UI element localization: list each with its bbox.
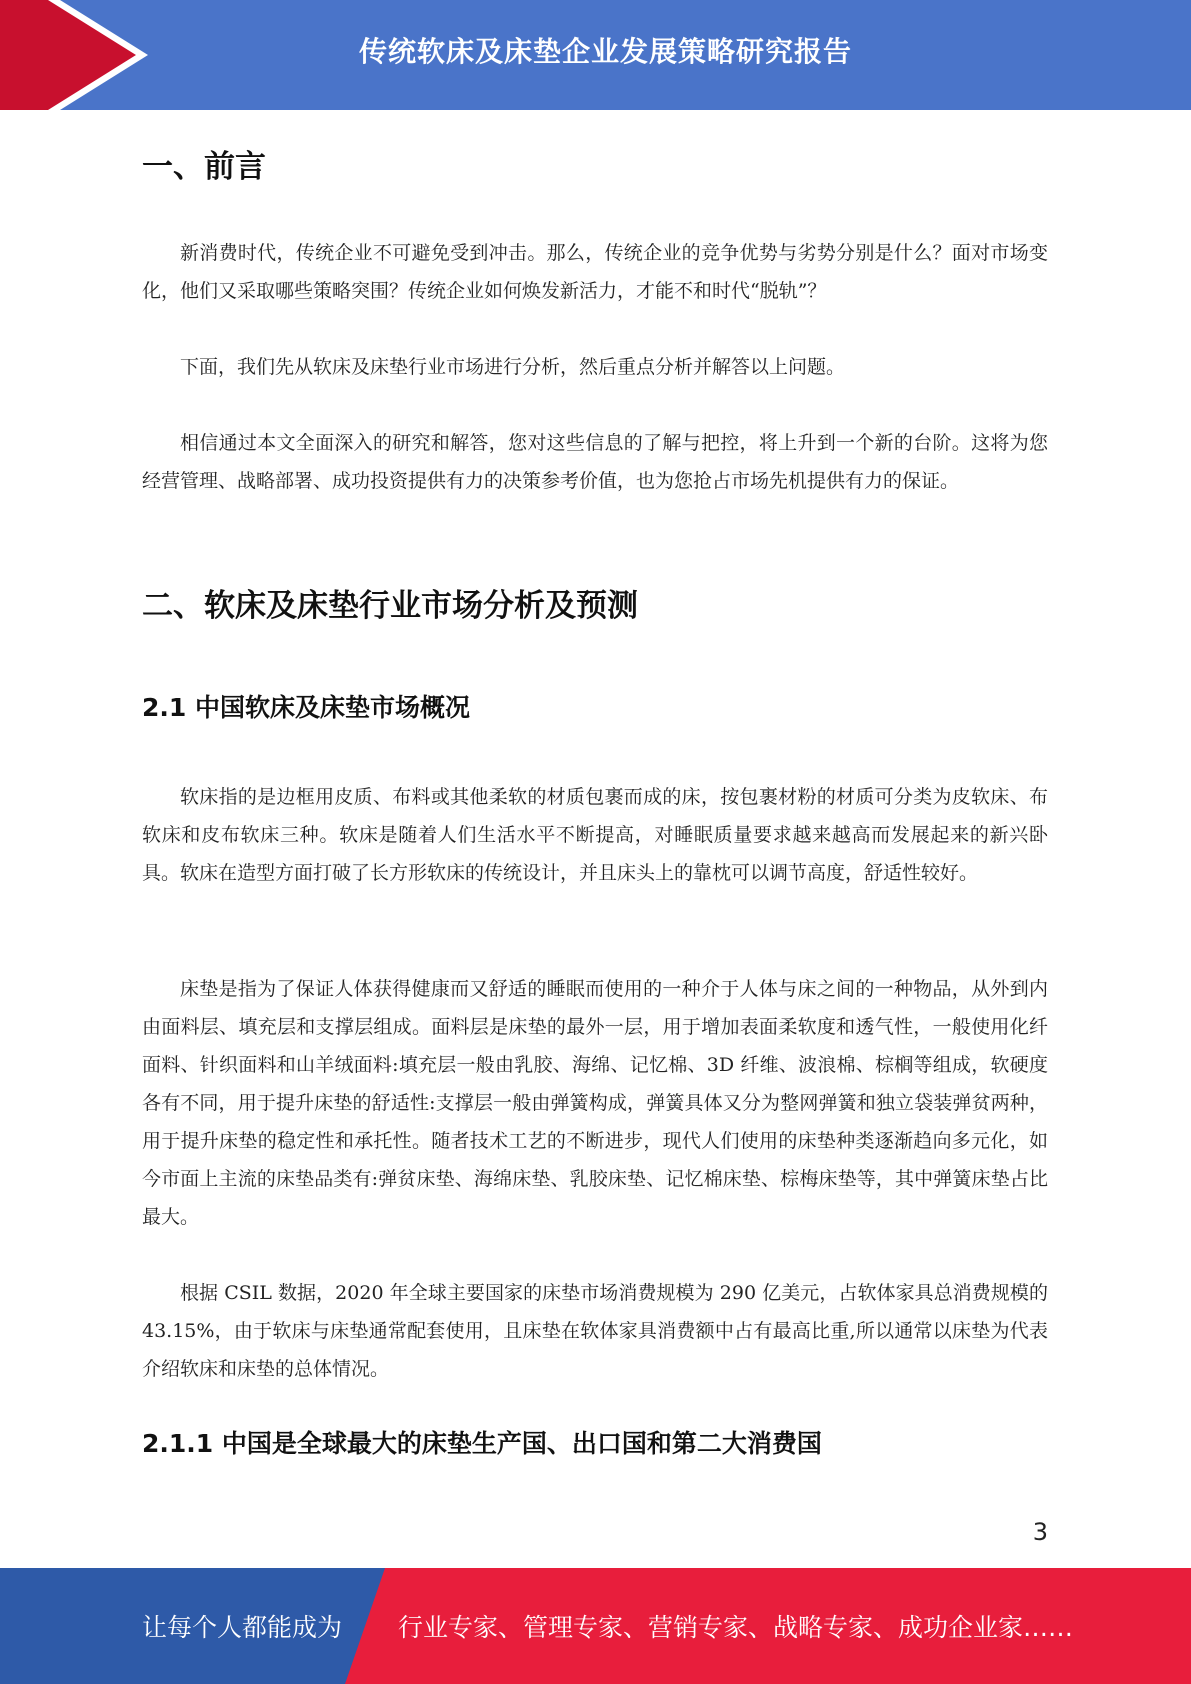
subsection-heading-china-largest: 2.1.1 中国是全球最大的床垫生产国、出口国和第二大消费国 (142, 1429, 822, 1458)
paragraph: 相信通过本文全面深入的研究和解答，您对这些信息的了解与把控，将上升到一个新的台阶。这将为您经营管理、战略部署、成功投资提供有力的决策参考价值，也为您抢占市场先机提供有力的保证。 (142, 432, 1048, 492)
header-bar (0, 0, 1191, 110)
footer-banner (0, 1568, 1191, 1684)
paragraph: 根据 CSIL 数据，2020 年全球主要国家的床垫市场消费规模为 290 亿美元，占软体家具总消费规模的 43.15%，由于软床与床垫通常配套使用，且床垫在软体家具消费额中占有最高比重,所以通常以床垫为代表介绍软床和床垫的总体情况。 (142, 1282, 1048, 1380)
footer-slogan-left: 让每个人都能成为 (142, 1613, 343, 1642)
paragraph: 新消费时代，传统企业不可避免受到冲击。那么，传统企业的竞争优势与劣势分别是什么？面对市场变化，他们又采取哪些策略突围？传统企业如何焕发新活力，才能不和时代“脱轨”？ (142, 242, 1048, 302)
subsection-heading-overview: 2.1 中国软床及床垫市场概况 (142, 693, 470, 722)
report-title: 传统软床及床垫企业发展策略研究报告 (358, 35, 852, 68)
section-heading-market-analysis: 二、软床及床垫行业市场分析及预测 (142, 588, 638, 624)
paragraph: 床垫是指为了保证人体获得健康而又舒适的睡眠而使用的一种介于人体与床之间的一种物品，从外到内由面料层、填充层和支撑层组成。面料层是床垫的最外一层，用于增加表面柔软度和透气性，一般使用化纤面料、针织面料和山羊绒面料:填充层一般由乳胶、海绵、记忆棉、3D 纤维、波浪棉、棕榈等组成，软硬度各有不同，用于提升床垫的舒适性:支撑层一般由弹簧构成，弹簧具体又分为整网弹簧和独立袋装弹贫两种，用于提升床垫的稳定性和承托性。随者技术工艺的不断进步，现代人们使用的床垫种类逐渐趋向多元化，如今市面上主流的床垫品类有:弹贫床垫、海绵床垫、乳胶床垫、记忆棉床垫、棕梅床垫等，其中弹簧床垫占比最大。 (142, 978, 1048, 1228)
paragraph: 软床指的是边框用皮质、布料或其他柔软的材质包裹而成的床，按包裹材粉的材质可分类为皮软床、布软床和皮布软床三种。软床是随着人们生活水平不断提高，对睡眠质量要求越来越高而发展起来的新兴卧具。软床在造型方面打破了长方形软床的传统设计，并且床头上的靠枕可以调节高度，舒适性较好。 (142, 786, 1048, 884)
paragraph: 下面，我们先从软床及床垫行业市场进行分析，然后重点分析并解答以上问题。 (180, 356, 846, 378)
footer-slogan-right: 行业专家、管理专家、营销专家、战略专家、成功企业家…… (398, 1613, 1074, 1642)
section-heading-preface: 一、前言 (142, 149, 266, 185)
page-number: 3 (1032, 1518, 1048, 1546)
